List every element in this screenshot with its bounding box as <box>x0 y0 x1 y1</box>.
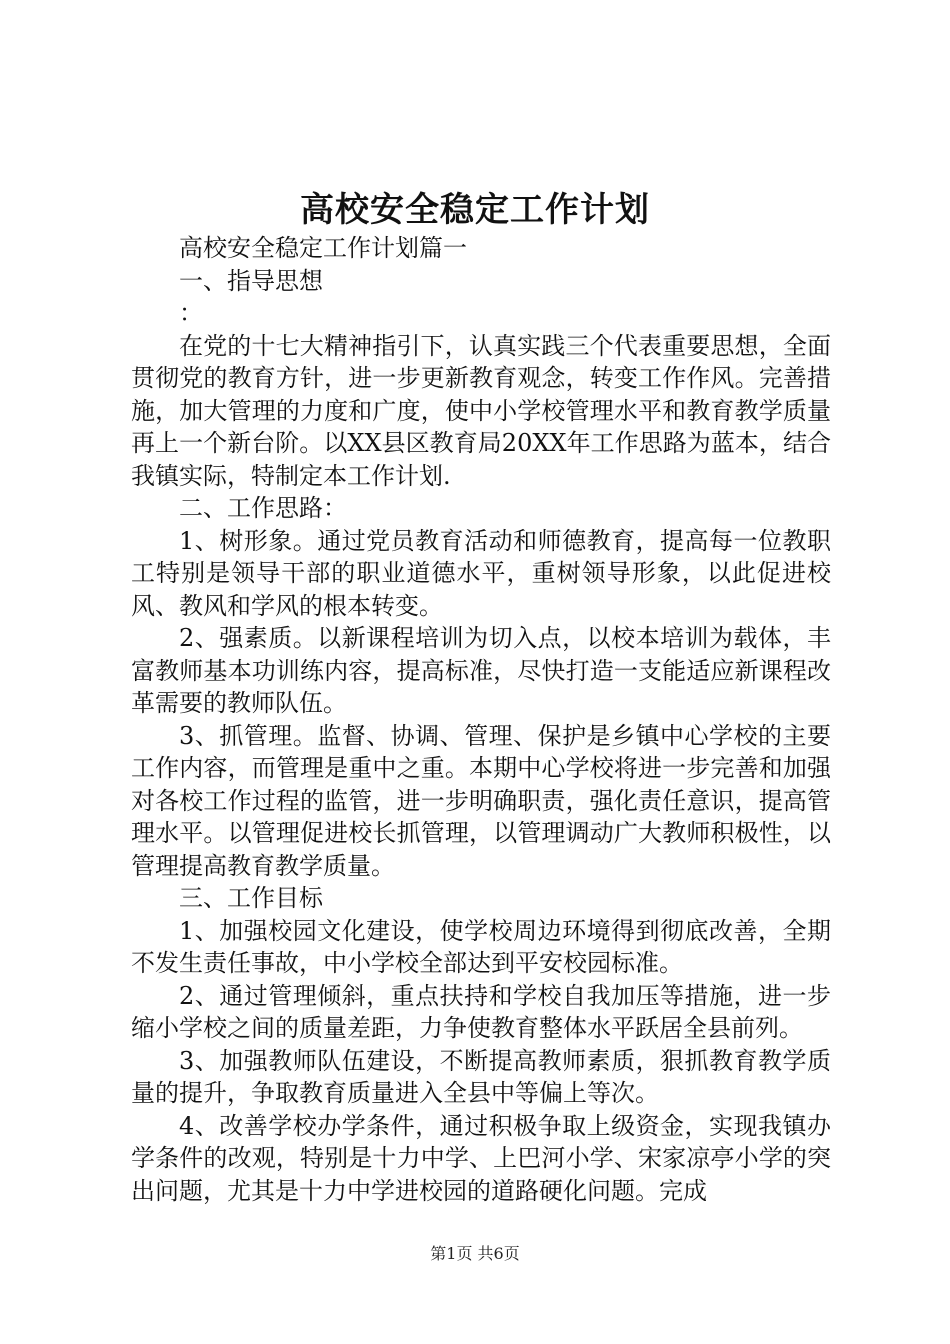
paragraph: 2、强素质。以新课程培训为切入点，以校本培训为载体，丰富教师基本功训练内容，提高标准，尽快打造一支能适应新课程改革需要的教师队伍。 <box>131 624 831 717</box>
section-heading: 二、工作思路： <box>179 494 347 522</box>
paragraph: 在党的十七大精神指引下，认真实践三个代表重要思想，全面贯彻党的教育方针，进一步更新教育观念，转变工作作风。完善措施，加大管理的力度和广度，使中小学校管理水平和教育教学质量再上一个新台阶。以XX县区教育局20XX年工作思路为蓝本，结合我镇实际，特制定本工作计划. <box>131 331 831 490</box>
page-footer: 第1页 共6页 <box>430 1244 520 1263</box>
document-body <box>131 232 831 1207</box>
document-title: 高校安全稳定工作计划 <box>300 190 650 230</box>
paragraph: 3、加强教师队伍建设，不断提高教师素质，狠抓教育教学质量的提升，争取教育质量进入全县中等偏上等次。 <box>131 1046 831 1107</box>
paragraph: 1、树形象。通过党员教育活动和师德教育，提高每一位教职工特别是领导干部的职业道德水平，重树领导形象，以此促进校风、教风和学风的根本转变。 <box>131 526 831 620</box>
paragraph: ： <box>179 299 203 327</box>
section-heading: 一、指导思想 <box>179 266 323 295</box>
section-heading: 三、工作目标 <box>179 884 323 912</box>
paragraph: 3、抓管理。监督、协调、管理、保护是乡镇中心学校的主要工作内容，而管理是重中之重。本期中心学校将进一步完善和加强对各校工作过程的监管，进一步明确职责，强化责任意识，提高管理水平。以管理促进校长抓管理，以管理调动广大教师积极性，以管理提高教育教学质量。 <box>131 721 831 880</box>
paragraph: 2、通过管理倾斜，重点扶持和学校自我加压等措施，进一步缩小学校之间的质量差距，力争使教育整体水平跃居全县前列。 <box>131 981 831 1042</box>
paragraph: 1、加强校园文化建设，使学校周边环境得到彻底改善，全期不发生责任事故，中小学校全部达到平安校园标准。 <box>131 916 831 977</box>
paragraph: 4、改善学校办学条件，通过积极争取上级资金，实现我镇办学条件的改观，特别是十力中学、上巴河小学、宋家凉亭小学的突出问题，尤其是十力中学进校园的道路硬化问题。完成 <box>131 1111 831 1205</box>
section-heading: 高校安全稳定工作计划篇一 <box>179 234 467 262</box>
